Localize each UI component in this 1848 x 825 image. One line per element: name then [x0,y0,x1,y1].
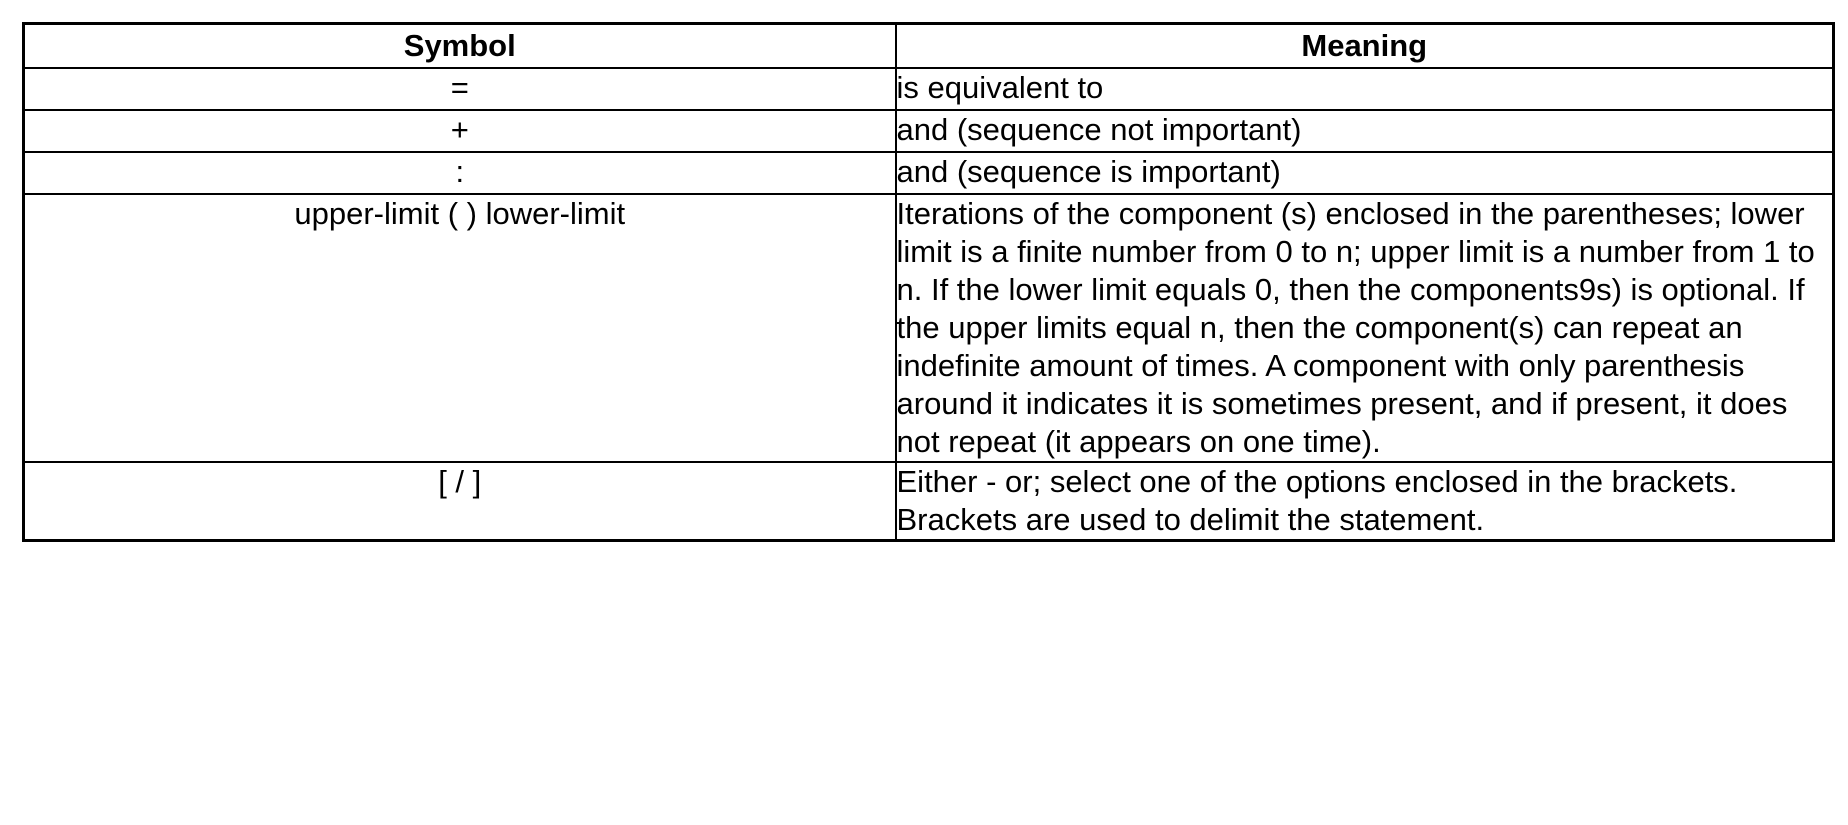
meaning-cell: and (sequence not important) [896,110,1834,152]
symbol-cell: : [24,152,896,194]
meaning-cell: Either - or; select one of the options enclosed in the brackets. Brackets are used to delimit the statement. [896,462,1834,541]
header-row [24,24,1834,69]
table-row [24,462,1834,541]
table-header [24,24,1834,69]
symbol-cell: = [24,68,896,110]
symbol-cell: + [24,110,896,152]
table-body [24,68,1834,541]
meaning-cell: and (sequence is important) [896,152,1834,194]
table-row [24,194,1834,462]
table-row [24,68,1834,110]
meaning-column-header: Meaning [896,24,1834,69]
symbol-column-header: Symbol [24,24,896,69]
notation-table [22,22,1835,542]
meaning-cell: Iterations of the component (s) enclosed in the parentheses; lower limit is a finite number from 0 to n; upper limit is a number from 1 to n. If the lower limit equals 0, then the components9s) is optional. If the upper limits equal n, then the component(s) can repeat an indefinite amount of times. A component with only parenthesis around it indicates it is sometimes present, and if present, it does not repeat (it appears on one time). [896,194,1834,462]
meaning-cell: is equivalent to [896,68,1834,110]
symbol-cell: [ / ] [24,462,896,541]
symbol-cell: upper-limit ( ) lower-limit [24,194,896,462]
table-row [24,152,1834,194]
table-row [24,110,1834,152]
